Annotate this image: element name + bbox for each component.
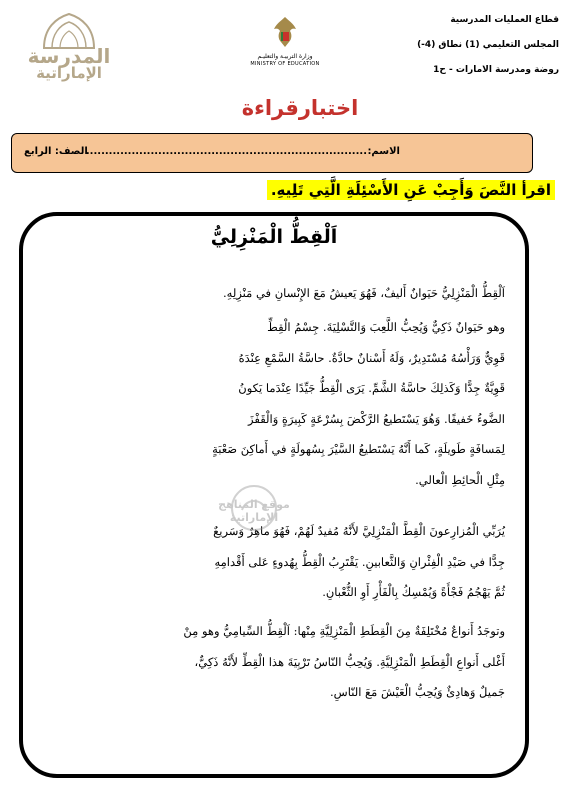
grade-label: الصف: الرابع [24,146,88,157]
page-title: اختبارقراءة [241,96,359,120]
student-info-bar [11,133,533,173]
story-line: مِثْلِ الْحائِطِ الْعالي. [415,472,505,487]
story-line: وتوجَدُ أَنواعٌ مُخْتَلِفَةٌ مِنَ الْقِطَطِ الْمَنْزِلِيَّةِ مِنْها: اَلْقِطُّ السِّيامِيُّ وهو مِنْ [183,624,505,638]
school-info [389,8,559,83]
story-line: وهو حَيَوانٌ ذَكِيٌّ وَيُحِبُّ اللَّعِبَ وَالتَّسْلِيَةَ. جِسْمُ الْقِطِّ [267,320,505,334]
story-line: ثُمَّ يَهْجُمُ فَجْأَةً وَيُمْسِكُ بِالْفَأْرِ أَوِ الثُّعْبانِ. [322,585,505,599]
name-field[interactable]: .......................................................................... [85,146,367,157]
emirati-school-logo [14,12,124,82]
story-line: جِدًّا في صَيْدِ الْفِئْرانِ وَالثَّعابينِ. يَقْتَرِبُ الْقِطُّ بِهُدوءٍ عَلى أَقْدامِهِ [214,554,505,569]
sector-label: قطاع العمليات المدرسية [450,15,559,25]
story-line: لِمَسافَةٍ طَويلَةٍ، كَما أَنَّهُ يَسْتَطيعُ السَّيْرَ بِسُهولَةٍ في أَماكِنَ صَعْبَةٍ [212,442,505,456]
dome-icon [14,12,124,48]
story-line: جَميلٌ وَهادِئٌ وَيُحِبُّ الْعَيْشَ مَعَ النّاسِ. [330,685,505,699]
story-line: قَوِيَّةٌ جِدًّا وَكَذلِكَ حاسَّةُ الشَّمِّ. يَرَى الْقِطُّ جَيِّدًا عِنْدَما يَكونُ [238,381,505,395]
logo-line-2: الإماراتية [36,64,102,82]
logo-line-1: المدرسة [27,44,111,68]
council-label: المجلس التعليمي (1) نطاق (4-) [417,40,559,50]
paragraph-2 [45,312,505,495]
paragraph-4 [45,616,505,708]
story-title: اَلْقِطُّ الْمَنْزِلِيُّ [210,226,338,248]
story-line: قَوِيٌّ وَرَأْسُهُ مُسْتَدِيرٌ، وَلَهُ أَسْنانٌ حادَّةٌ. حاسَّةُ السَّمْعِ عِنْدَهُ [238,350,505,365]
story-line: الضَّوءُ خَفيفًا. وَهُوَ يَسْتَطيعُ الرَّكْضَ بِسُرْعَةٍ كَبِيرَةٍ وَالْقَفْزَ [248,411,505,426]
paragraph-1 [45,278,505,309]
instruction: اقرأ النَّصَ وَأَجِبْ عَنِ الأَسْئِلَةِ الَّتِي تَلِيهِ. [267,180,555,200]
name-label: الاسم: [367,146,400,157]
watermark [214,480,294,536]
story-line: أَغْلى أَنواعِ الْقِطَطِ الْمَنْزِلِيَّةِ. وَيُحِبُّ النّاسُ تَرْبِيَةَ هذا الْقِطِّ لأَنَّهُ ذَكِيٌّ، [194,654,505,669]
ministry-name-ar: وزارة التربيـة والتعليـم [257,53,313,60]
watermark-text: موقع المناهج الإماراتية [218,498,290,524]
story-line: يُرَبِّي الْمُزارِعونَ الْقِطَّ الْمَنْزِلِيَّ لأَنَّهُ مُفيدٌ لَهُمْ، فَهُوَ ماهِرٌ وَسَريعٌ [213,524,505,538]
story-line: اَلْقِطُّ الْمَنْزِلِيُّ حَيَوانٌ أَليفٌ، فَهُوَ يَعيشُ مَعَ الإِنْسانِ في مَنْزِلِهِ. [223,286,505,300]
ministry-logo [245,15,325,68]
school-label: روضة ومدرسة الامارات - ح1 [433,65,559,75]
falcon-emblem-icon [271,15,299,49]
ministry-name-en: MINISTRY OF EDUCATION [250,61,320,67]
